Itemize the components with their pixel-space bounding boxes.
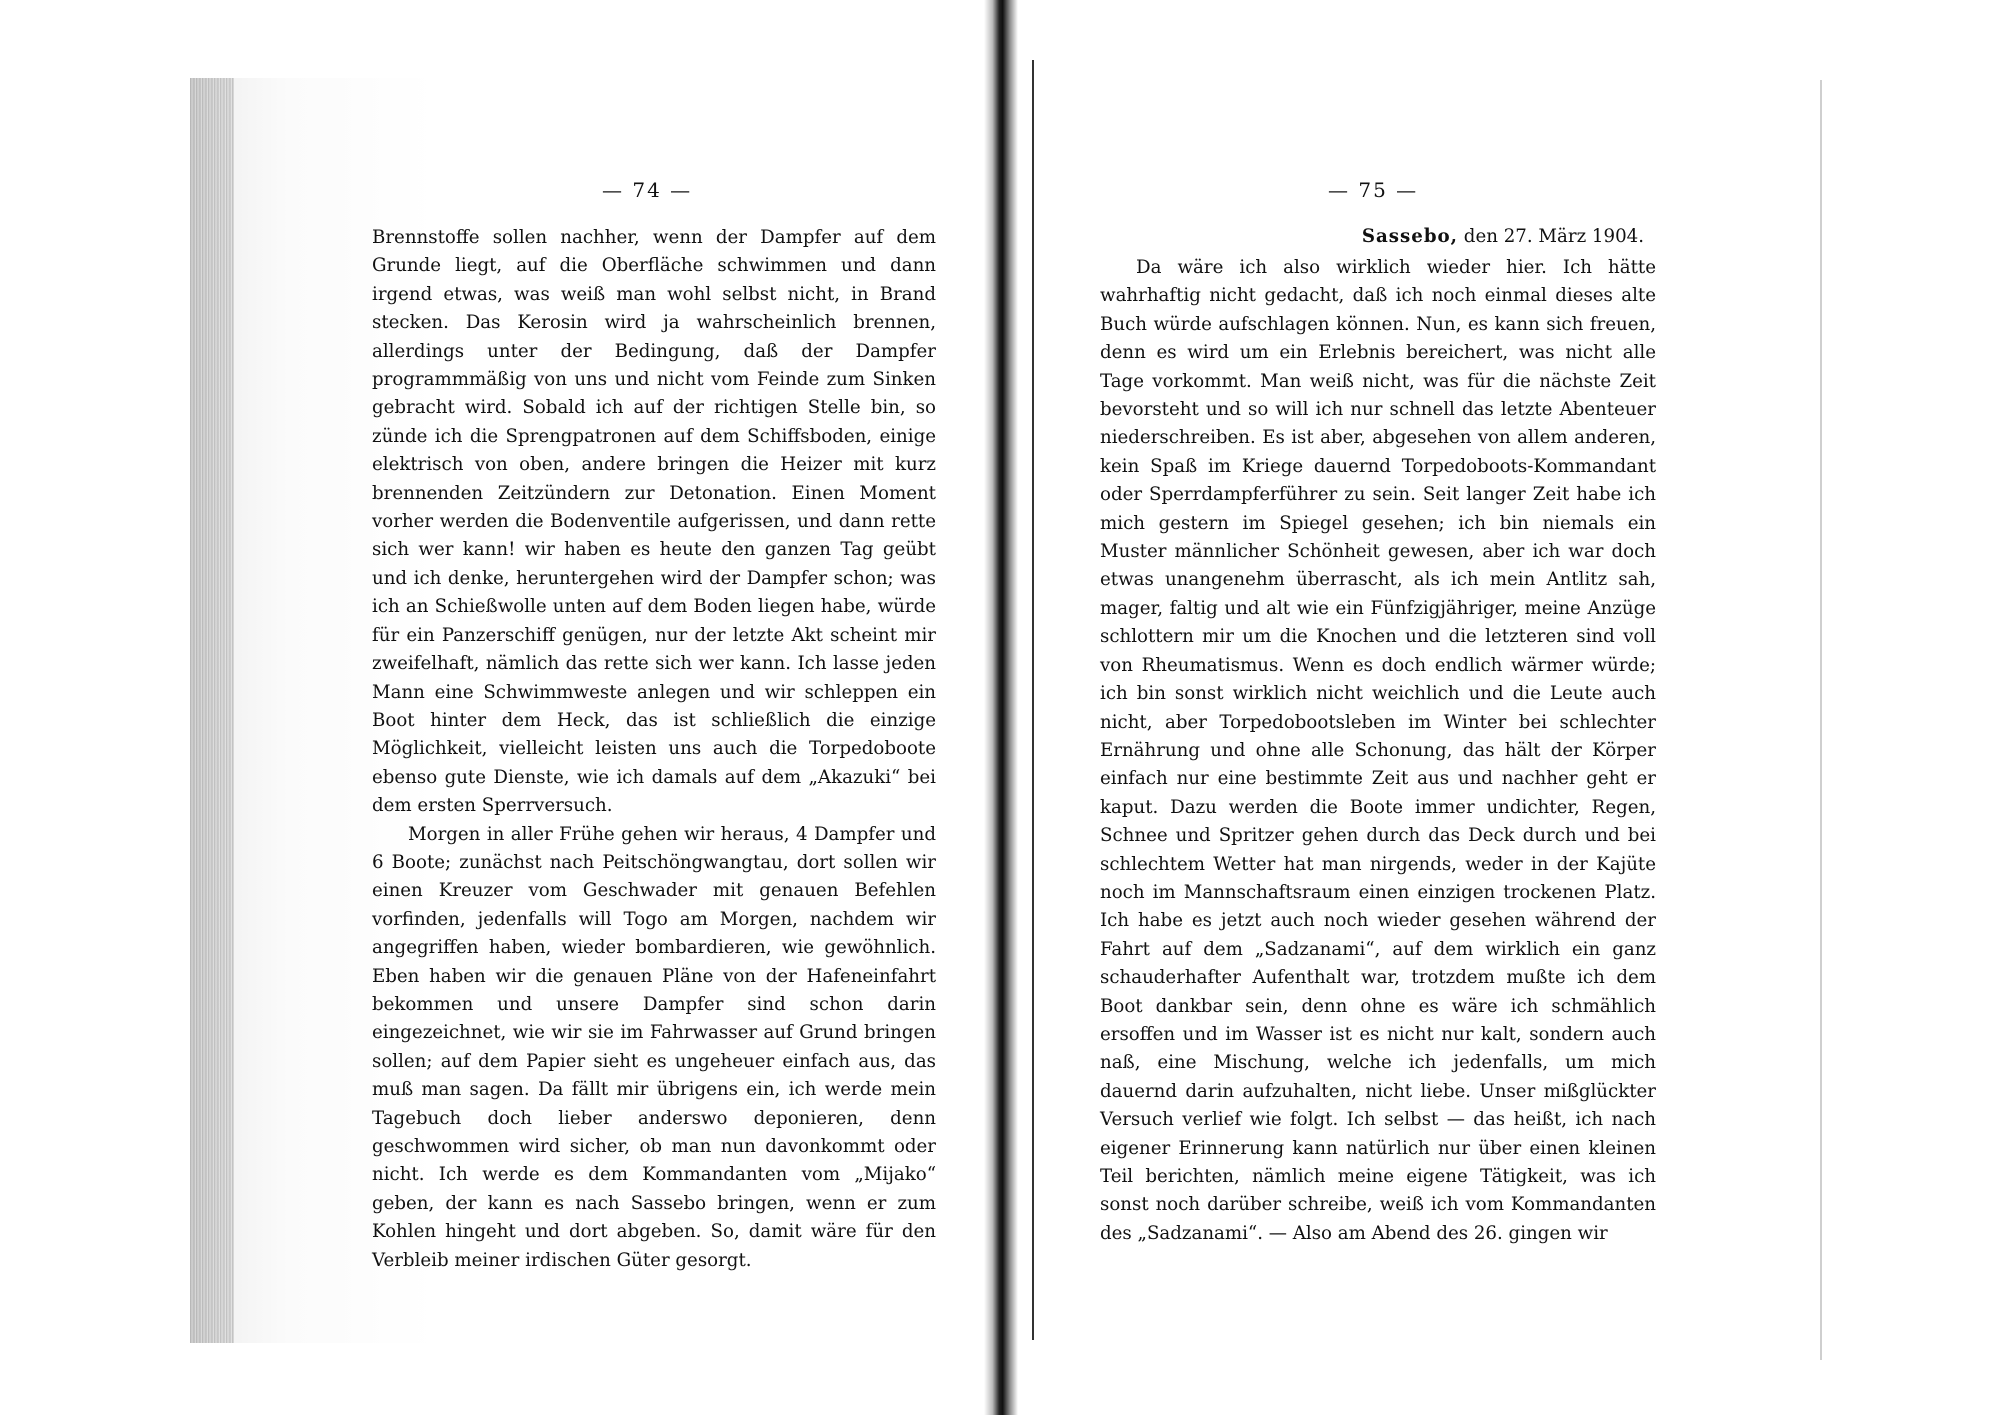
- dateline: [1362, 226, 1644, 247]
- left-page-edges: [190, 78, 234, 1343]
- right-page-text: [1100, 254, 1656, 1248]
- right-paragraph-1: Da wäre ich also wirklich wieder hier. Ich hätte wahrhaftig nicht gedacht, daß ich noch einmal dieses alte Buch würde aufschlagen können. Nun, es kann sich freuen, denn es wird um ein Erlebnis bereichert, was nicht alle Tage vorkommt. Man weiß nicht, was für die nächste Zeit bevorsteht und so will ich nur schnell das letzte Abenteuer niederschreiben. Es ist aber, abgesehen von allem anderen, kein Spaß im Kriege dauernd Torpedoboots-Kommandant oder Sperrdampferführer zu sein. Seit langer Zeit habe ich mich gestern im Spiegel gesehen; ich bin niemals ein Muster männlicher Schönheit gewesen, aber ich war doch etwas unangenehm überrascht, als ich mein Antlitz sah, mager, faltig und alt wie ein Fünfzigjähriger, meine Anzüge schlottern mir um die Knochen und die letzteren sind voll von Rheumatismus. Wenn es doch endlich wärmer würde; ich bin sonst wirklich nicht weichlich und die Leute auch nicht, aber Torpedobootsleben im Winter bei schlechter Ernährung und ohne alle Schonung, das hält der Körper einfach nur eine bestimmte Zeit aus und nachher geht er kaput. Dazu werden die Boote immer undichter, Regen, Schnee und Spritzer gehen durch das Deck durch und bei schlechtem Wetter hat man nirgends, weder in der Kajüte noch im Mannschaftsraum einen einzigen trockenen Platz. Ich habe es jetzt auch noch wieder gesehen während der Fahrt auf dem „Sadzanami“, auf dem wirklich ein ganz schauderhafter Aufenthalt war, trotzdem mußte ich dem Boot dankbar sein, denn ohne es wäre ich schmählich ersoffen und im Wasser ist es nicht nur kalt, sondern auch naß, eine Mischung, welche ich jedenfalls, um mich dauernd darin aufzuhalten, nicht liebe. Unser mißglückter Versuch verlief wie folgt. Ich selbst — das heißt, ich nach eigener Erinnerung kann natürlich nur über einen kleinen Teil berichten, nämlich meine eigene Tätigkeit, was ich sonst noch darüber schreibe, weiß ich vom Kommandanten des „Sadzanami“. — Also am Abend des 26. gingen wir: [1100, 257, 1656, 1244]
- left-paragraph-2: Morgen in aller Frühe gehen wir heraus, 4 Dampfer und 6 Boote; zunächst nach Peitschöngwangtau, dort sollen wir einen Kreuzer vom Geschwader mit genauen Befehlen vorfinden, jedenfalls will Togo am Morgen, nachdem wir angegriffen haben, wieder bombardieren, wie gewöhnlich. Eben haben wir die genauen Pläne von der Hafeneinfahrt bekommen und unsere Dampfer sind schon darin eingezeichnet, wie wir sie im Fahrwasser auf Grund bringen sollen; auf dem Papier sieht es ungeheuer einfach aus, das muß man sagen. Da fällt mir übrigens ein, ich werde mein Tagebuch doch lieber anderswo deponieren, denn geschwommen wird sicher, ob man nun davonkommt oder nicht. Ich werde es dem Kommandanten vom „Mijako“ geben, der kann es nach Sassebo bringen, wenn er zum Kohlen hingeht und dort abgeben. So, damit wäre für den Verbleib meiner irdischen Güter gesorgt.: [372, 823, 936, 1271]
- left-paragraph-1: Brennstoffe sollen nachher, wenn der Dampfer auf dem Grunde liegt, auf die Oberfläche schwimmen und dann irgend etwas, was weiß man wohl selbst nicht, in Brand stecken. Das Kerosin wird ja wahrscheinlich brennen, allerdings unter der Bedingung, daß der Dampfer programmmäßig von uns und nicht vom Feinde zum Sinken gebracht wird. Sobald ich auf der richtigen Stelle bin, so zünde ich die Sprengpatronen auf dem Schiffsboden, einige elektrisch von oben, andere bringen die Heizer mit kurz brennenden Zeitzündern zur Detonation. Einen Moment vorher werden die Bodenventile aufgerissen, und dann rette sich wer kann! wir haben es heute den ganzen Tag geübt und ich denke, heruntergehen wird der Dampfer schon; was ich an Schießwolle unten auf dem Boden liegen habe, würde für ein Panzerschiff genügen, nur der letzte Akt scheint mir zweifelhaft, nämlich das rette sich wer kann. Ich lasse jeden Mann eine Schwimmweste anlegen und wir schleppen ein Boot hinter dem Heck, das ist schließlich die einzige Möglichkeit, vielleicht leisten uns auch die Torpedoboote ebenso gute Dienste, wie ich damals auf dem „Akazuki“ bei dem ersten Sperrversuch.: [372, 227, 936, 817]
- book-gutter: [984, 0, 1018, 1415]
- dateline-date: den 27. März 1904.: [1458, 226, 1644, 247]
- left-page-number: — 74 —: [602, 178, 693, 202]
- right-page-number: — 75 —: [1328, 178, 1419, 202]
- dateline-place: Sassebo,: [1361, 226, 1459, 247]
- gutter-shadow-line: [1032, 60, 1034, 1340]
- left-page-text: [372, 224, 936, 1275]
